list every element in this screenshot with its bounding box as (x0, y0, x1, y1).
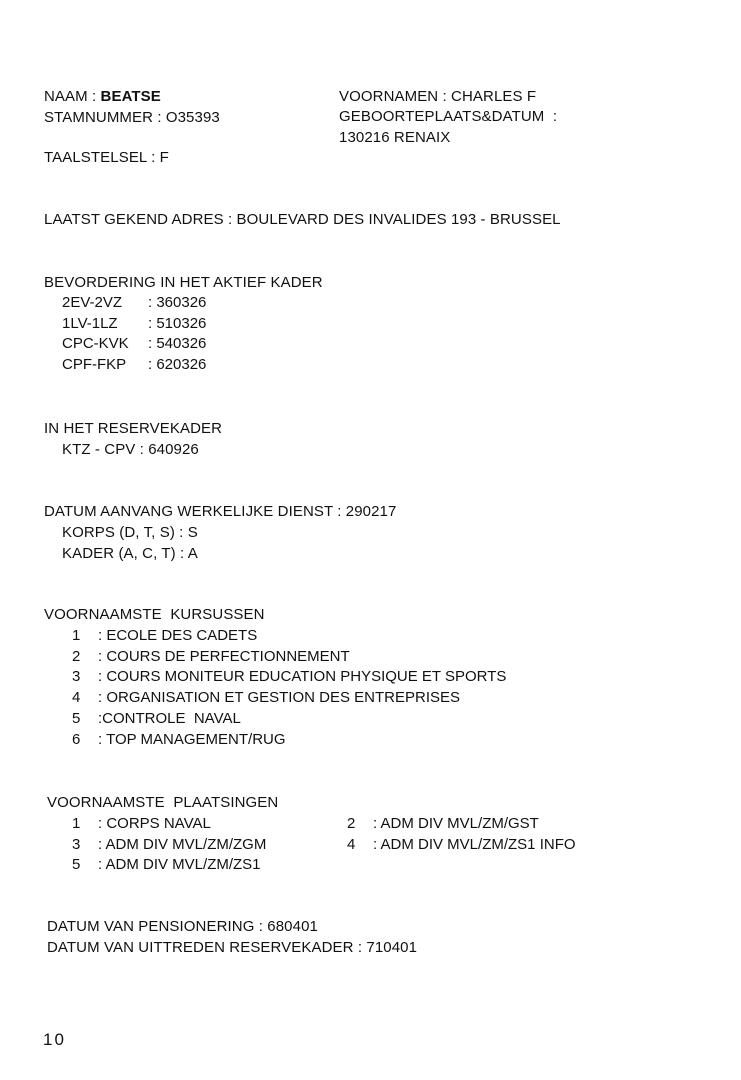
item-number: 2 (72, 647, 81, 665)
list-item (72, 688, 506, 709)
item-number: 5 (72, 856, 81, 874)
item-number: 4 (72, 689, 81, 707)
kursussen-list (72, 626, 506, 750)
bevordering-label: 1LV-1LZ (62, 314, 118, 332)
item-text: : ADM DIV MVL/ZM/ZGM (98, 835, 267, 853)
bevordering-value: : 540326 (148, 335, 207, 353)
voornamen-line: VOORNAMEN : CHARLES F (339, 88, 537, 105)
list-item (72, 667, 506, 688)
item-text: : ECOLE DES CADETS (98, 627, 258, 644)
item-text: : ADM DIV MVL/ZM/ZS1 INFO (373, 835, 576, 853)
adres-line: LAATST GEKEND ADRES : BOULEVARD DES INVALIDES 193 - BRUSSEL (44, 211, 561, 228)
bevordering-list (62, 293, 206, 376)
item-number: 3 (72, 668, 81, 686)
item-text: : CORPS NAVAL (98, 815, 211, 832)
aanvang-dienst-line: DATUM AANVANG WERKELIJKE DIENST : 290217 (44, 503, 397, 520)
list-item (72, 709, 506, 730)
bevordering-value: : 620326 (148, 356, 207, 374)
list-item (72, 814, 266, 835)
taalstelsel-line: TAALSTELSEL : F (44, 149, 169, 166)
item-text: : ORGANISATION ET GESTION DES ENTREPRISES (98, 689, 461, 707)
plaatsingen-heading: VOORNAAMSTE PLAATSINGEN (47, 794, 279, 811)
list-item (72, 730, 506, 751)
bevordering-value: : 510326 (148, 314, 207, 332)
item-text: : ADM DIV MVL/ZM/GST (373, 815, 539, 832)
geboorteplaats-value: 130216 RENAIX (339, 129, 451, 146)
item-text: :CONTROLE NAVAL (98, 709, 241, 727)
item-number: 1 (72, 627, 81, 644)
naam-value: BEATSE (100, 88, 161, 105)
kursussen-heading: VOORNAAMSTE KURSUSSEN (44, 606, 265, 623)
naam-line (44, 88, 161, 106)
geboorteplaats-label: GEBOORTEPLAATS&DATUM : (339, 108, 558, 125)
list-item (72, 647, 506, 668)
naam-label: NAAM : (44, 88, 101, 105)
pensionering-line: DATUM VAN PENSIONERING : 680401 (47, 918, 318, 935)
korps-line: KORPS (D, T, S) : S (62, 524, 198, 541)
item-number: 3 (72, 835, 81, 853)
item-text: : ADM DIV MVL/ZM/ZS1 (98, 856, 261, 874)
list-item (347, 814, 576, 835)
item-text: : TOP MANAGEMENT/RUG (98, 730, 286, 748)
item-number: 2 (347, 815, 356, 832)
kader-line: KADER (A, C, T) : A (62, 545, 198, 562)
plaatsingen-list-left (72, 814, 266, 876)
reserve-line: KTZ - CPV : 640926 (62, 441, 199, 458)
item-number: 6 (72, 730, 81, 748)
bevordering-value: : 360326 (148, 294, 207, 311)
list-item (72, 626, 506, 647)
item-number: 5 (72, 709, 81, 727)
reserve-heading: IN HET RESERVEKADER (44, 420, 223, 437)
item-number: 4 (347, 835, 356, 853)
item-text: : COURS DE PERFECTIONNEMENT (98, 647, 350, 665)
list-item (347, 835, 576, 856)
list-item (72, 855, 266, 876)
stamnummer-line: STAMNUMMER : O35393 (44, 109, 220, 126)
uittreden-line: DATUM VAN UITTREDEN RESERVEKADER : 710401 (47, 939, 418, 956)
item-number: 1 (72, 815, 81, 832)
plaatsingen-list-right (347, 814, 576, 855)
page-number: 10 (43, 1030, 66, 1049)
bevordering-heading: BEVORDERING IN HET AKTIEF KADER (44, 274, 323, 291)
list-item (72, 835, 266, 856)
item-text: : COURS MONITEUR EDUCATION PHYSIQUE ET SPORTS (98, 668, 507, 686)
bevordering-label: CPF-FKP (62, 356, 127, 374)
bevordering-label: CPC-KVK (62, 335, 129, 353)
bevordering-label: 2EV-2VZ (62, 294, 123, 311)
